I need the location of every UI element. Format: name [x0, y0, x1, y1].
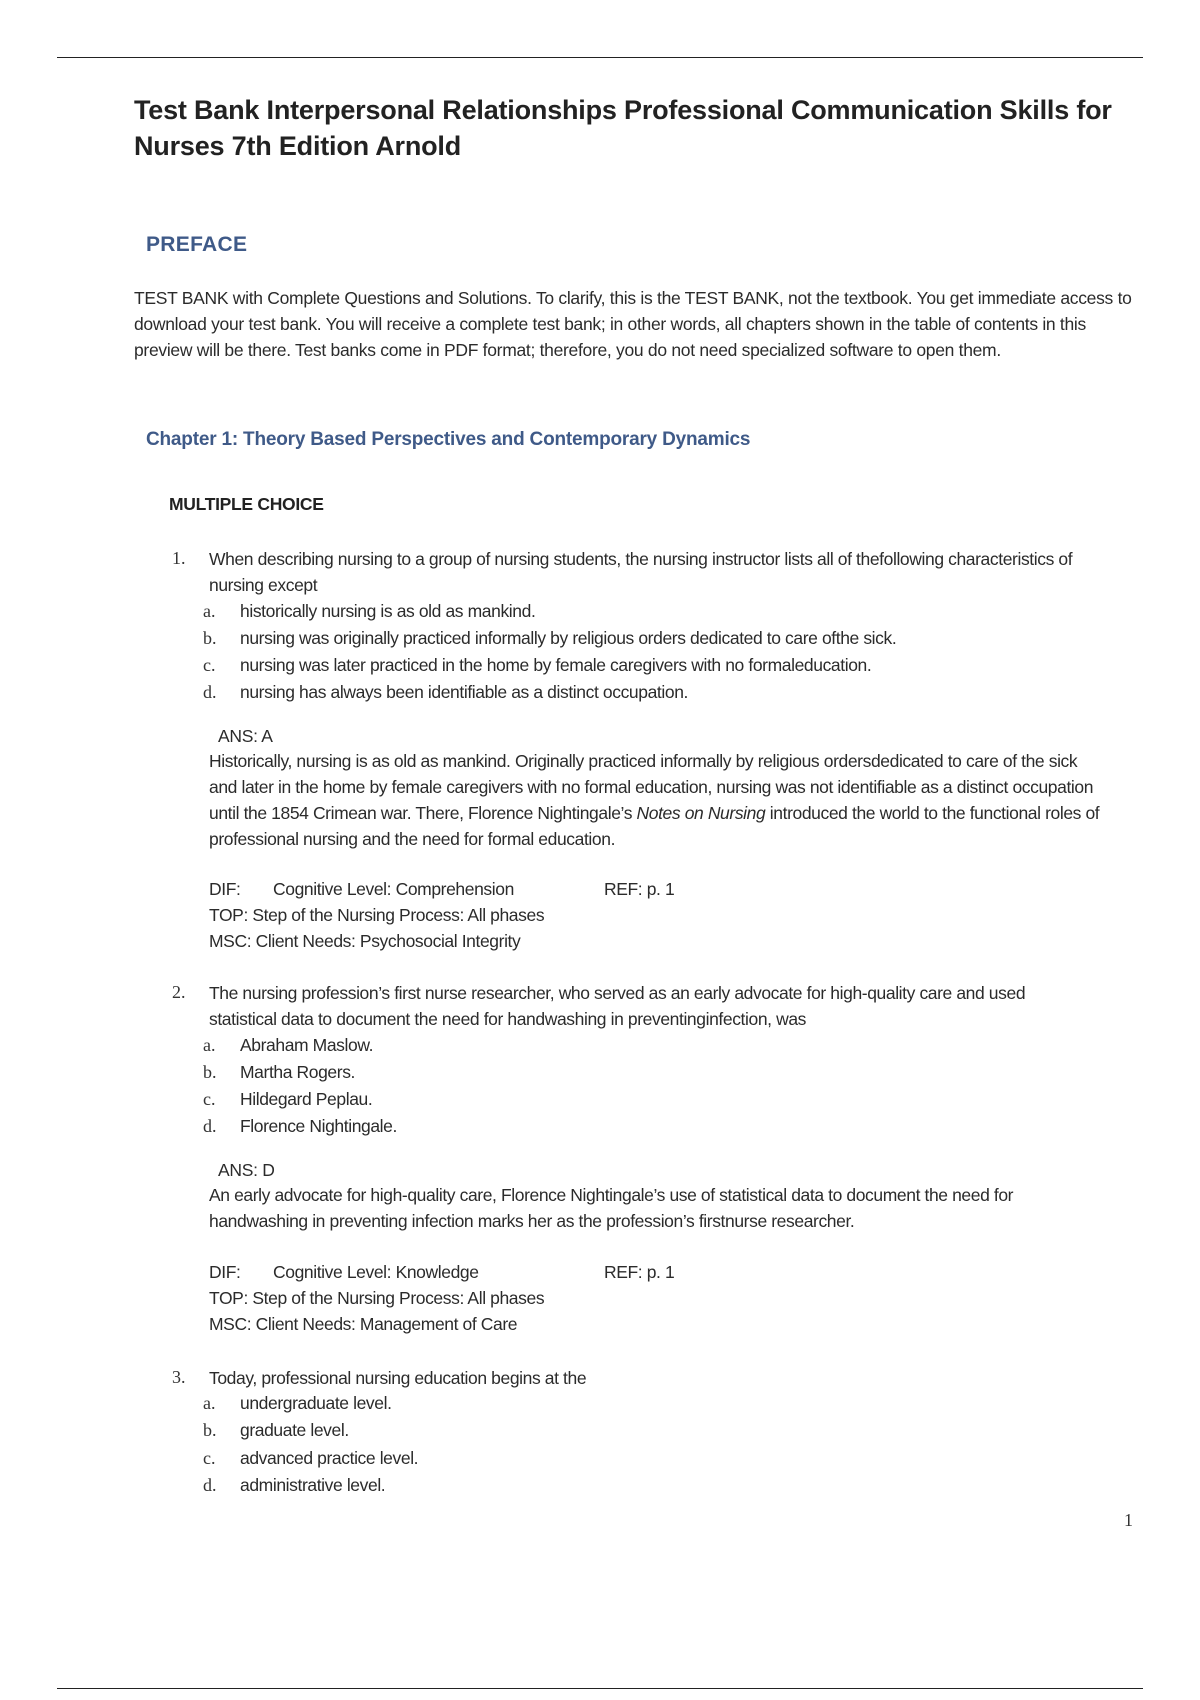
section-label: MULTIPLE CHOICE [169, 494, 324, 514]
page-number: 1 [1124, 1510, 1133, 1530]
option-letter: a. [203, 601, 216, 621]
option-letter: d. [203, 682, 217, 702]
answer-key: ANS: D [218, 1160, 275, 1180]
option-text: Florence Nightingale. [240, 1116, 397, 1136]
option-letter: b. [203, 1062, 217, 1082]
preface-heading: PREFACE [146, 233, 248, 256]
question-number: 1. [172, 548, 186, 568]
option-text: nursing was later practiced in the home by female caregivers with no formaleducation. [240, 655, 872, 675]
option-letter: d. [203, 1475, 217, 1495]
question-number: 3. [172, 1367, 186, 1387]
option-text: Hildegard Peplau. [240, 1089, 373, 1109]
option-text: nursing has always been identifiable as a distinct occupation. [240, 682, 688, 702]
bottom-rule [57, 1688, 1143, 1689]
option-letter: c. [203, 1448, 216, 1468]
difficulty-value: Cognitive Level: Comprehension [273, 879, 514, 899]
book-title: Notes on Nursing [636, 803, 766, 823]
reference: REF: p. 1 [604, 1262, 675, 1282]
document-title: Test Bank Interpersonal Relationships Professional Communication Skills for Nurses 7th Edition Arnold [134, 95, 1112, 161]
option-text: undergraduate level. [240, 1393, 392, 1413]
option-text: graduate level. [240, 1420, 349, 1440]
reference: REF: p. 1 [604, 879, 675, 899]
topic-line: TOP: Step of the Nursing Process: All phases [209, 1288, 545, 1308]
question-number: 2. [172, 982, 186, 1002]
difficulty-line [209, 879, 674, 900]
chapter-heading: Chapter 1: Theory Based Perspectives and Contemporary Dynamics [146, 429, 751, 450]
option-text: nursing was originally practiced informally by religious orders dedicated to care ofthe sick. [240, 628, 897, 648]
option-letter: a. [203, 1393, 216, 1413]
option-text: Abraham Maslow. [240, 1035, 374, 1055]
difficulty-key: DIF: [209, 1262, 241, 1282]
rationale [209, 748, 1109, 852]
option-letter: c. [203, 655, 216, 675]
rationale-text: introduced the world to the functional roles of professional nursing and the need for formal education. [209, 803, 1100, 849]
preface-text: TEST BANK with Complete Questions and Solutions. To clarify, this is the TEST BANK, not the textbook. You get immediate access to download your test bank. You will receive a complete test bank; in other words, all chapters shown in the table of contents in this preview will be there. Test banks come in PDF format; therefore, you do not need specialized software to open them. [134, 288, 1132, 360]
top-rule [57, 57, 1143, 58]
rationale: An early advocate for high-quality care, Florence Nightingale’s use of statistical data to document the need for handwashing in preventing infection marks her as the profession’s firstnurse researcher. [209, 1185, 1014, 1231]
client-needs-line: MSC: Client Needs: Management of Care [209, 1314, 518, 1334]
option-letter: b. [203, 628, 217, 648]
difficulty-key: DIF: [209, 879, 241, 899]
option-letter: c. [203, 1089, 216, 1109]
difficulty-line [209, 1262, 674, 1283]
option-text: Martha Rogers. [240, 1062, 356, 1082]
answer-key: ANS: A [218, 726, 273, 746]
option-text: administrative level. [240, 1475, 386, 1495]
client-needs-line: MSC: Client Needs: Psychosocial Integrity [209, 931, 521, 951]
option-letter: a. [203, 1035, 216, 1055]
question-stem: When describing nursing to a group of nursing students, the nursing instructor lists all of thefollowing characteristics of nursing except [209, 549, 1073, 595]
topic-line: TOP: Step of the Nursing Process: All phases [209, 905, 545, 925]
question-stem: The nursing profession’s first nurse researcher, who served as an early advocate for high-quality care and used statistical data to document the need for handwashing in preventinginfection, was [209, 983, 1026, 1029]
option-text: historically nursing is as old as mankind. [240, 601, 536, 621]
rationale-text: Historically, nursing is as old as mankind. Originally practiced informally by religious ordersdedicated to care of the sick and later in the home by female caregivers with no formal education, nursing was not identifiable as a distinct occupation until the 1854 Crimean war. There, Florence Nightingale’s [209, 751, 1094, 823]
option-letter: d. [203, 1116, 217, 1136]
option-letter: b. [203, 1420, 217, 1440]
difficulty-value: Cognitive Level: Knowledge [273, 1262, 479, 1282]
question-stem: Today, professional nursing education begins at the [209, 1368, 587, 1388]
option-text: advanced practice level. [240, 1448, 419, 1468]
